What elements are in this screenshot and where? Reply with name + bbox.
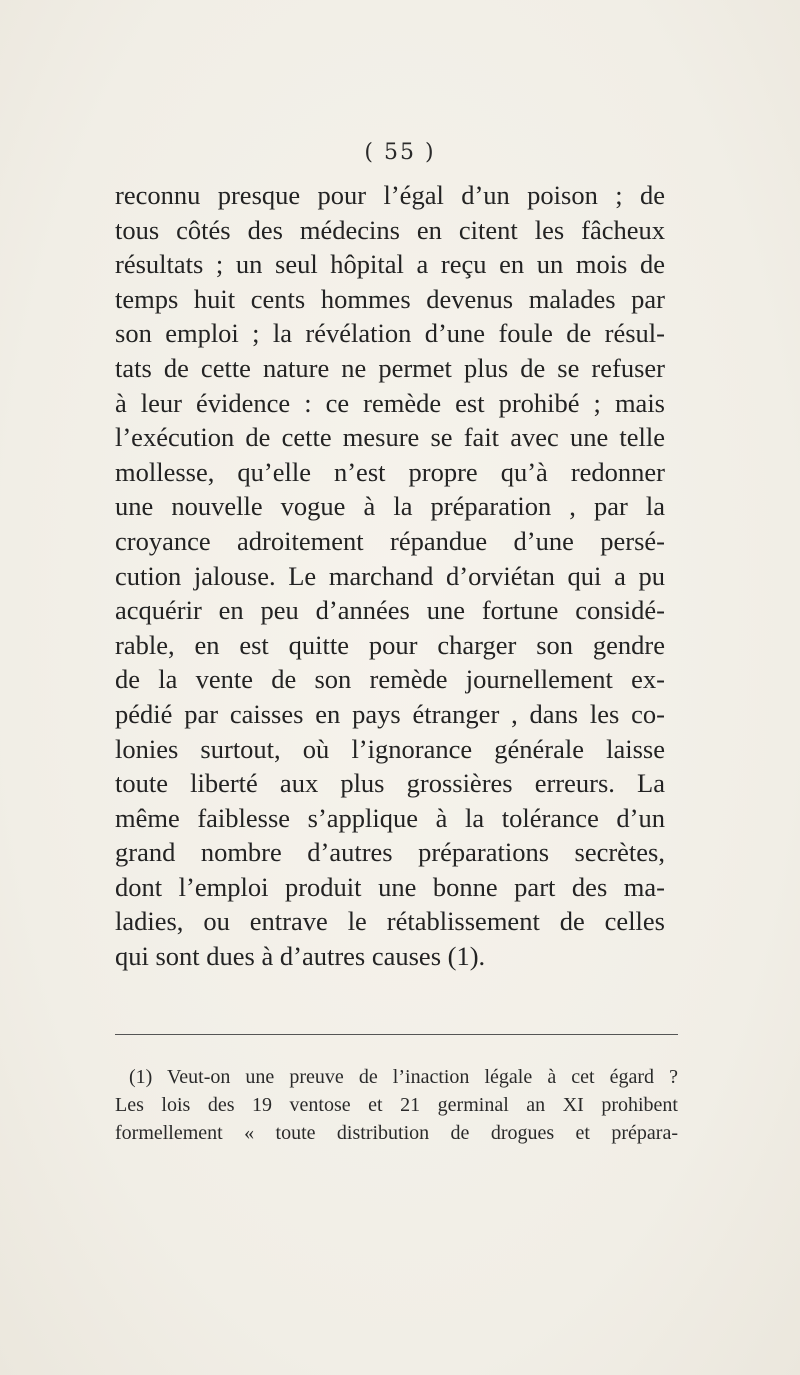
text-line: ladies, ou entrave le rétablissement de celles [115,906,665,937]
text-line: mollesse, qu’elle n’est propre qu’à redonner [115,456,665,487]
text-line: lonies surtout, où l’ignorance générale laisse [115,733,665,764]
text-line: cution jalouse. Le marchand d’orviétan qui a pu [115,560,665,591]
text-line: pédié par caisses en pays étranger , dans les co- [115,698,665,729]
text-line: acquérir en peu d’années une fortune considé- [115,595,665,626]
text-line: tous côtés des médecins en citent les fâcheux [115,214,665,245]
text-line: l’exécution de cette mesure se fait avec une telle [115,422,665,453]
footnote-line: (1) Veut-on une preuve de l’inaction légale à cet égard ? [129,1066,678,1088]
text-line: toute liberté aux plus grossières erreurs. La [115,768,665,799]
text-line: rable, en est quitte pour charger son gendre [115,629,665,660]
main-text [115,178,665,974]
footnote-line: formellement « toute distribution de drogues et prépara- [115,1122,678,1144]
footnote-divider [115,1034,678,1035]
text-line: même faiblesse s’applique à la tolérance d’un [115,802,665,833]
text-line: qui sont dues à d’autres causes (1). [115,941,486,972]
text-line: dont l’emploi produit une bonne part des ma- [115,871,665,902]
text-line: temps huit cents hommes devenus malades par [115,283,665,314]
text-line: à leur évidence : ce remède est prohibé ; mais [115,387,665,418]
text-line: une nouvelle vogue à la préparation , par la [115,491,665,522]
text-line: tats de cette nature ne permet plus de se refuser [115,352,665,383]
footnote [115,1063,678,1147]
text-line: de la vente de son remède journellement ex- [115,664,665,695]
text-line: résultats ; un seul hôpital a reçu en un mois de [115,249,665,280]
footnote-line: Les lois des 19 ventose et 21 germinal an XI prohibent [115,1094,678,1116]
text-line: croyance adroitement répandue d’une persé- [115,525,665,556]
text-line: grand nombre d’autres préparations secrètes, [115,837,665,868]
text-line: son emploi ; la révélation d’une foule de résul- [115,318,665,349]
text-line: reconnu presque pour l’égal d’un poison ; de [115,180,665,210]
page-number: ( 55 ) [364,140,436,165]
